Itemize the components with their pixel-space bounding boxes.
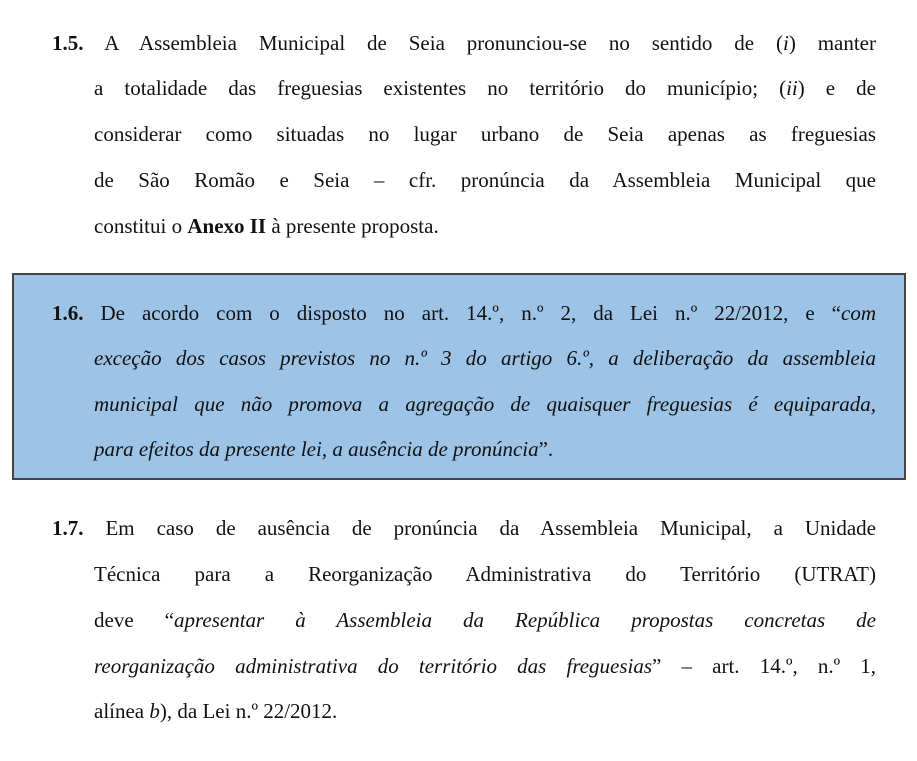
paragraph-1-5: [52, 30, 876, 250]
section-number: 1.7.: [52, 516, 84, 540]
paragraph-line: 1.6. De acordo com o disposto no art. 14.º, n.º 2, da Lei n.º 22/2012, e “com: [52, 301, 876, 325]
paragraph-line: a totalidade das freguesias existentes no território do município; (ii) e de: [94, 76, 876, 100]
paragraph-line: 1.7. Em caso de ausência de pronúncia da Assembleia Municipal, a Unidade: [52, 516, 877, 540]
paragraph-line: deve “apresentar à Assembleia da República propostas concretas de: [94, 608, 876, 632]
section-number: 1.6.: [52, 301, 84, 325]
quoted-line: municipal que não promova a agregação de quaisquer freguesias é equiparada,: [94, 392, 876, 416]
quoted-line: para efeitos da presente lei, a ausência de pronúncia”.: [94, 437, 554, 461]
paragraph-line: Técnica para a Reorganização Administrativa do Território (UTRAT): [94, 562, 876, 586]
paragraph-1-6: [52, 300, 876, 470]
quoted-line: exceção dos casos previstos no n.º 3 do artigo 6.º, a deliberação da assembleia: [94, 346, 876, 370]
paragraph-line: de São Romão e Seia – cfr. pronúncia da Assembleia Municipal que: [94, 168, 876, 192]
paragraph-line: considerar como situadas no lugar urbano de Seia apenas as freguesias: [94, 122, 876, 146]
paragraph-line: reorganização administrativa do território das freguesias” – art. 14.º, n.º 1,: [94, 654, 876, 678]
annex-reference: Anexo II: [187, 214, 267, 238]
section-number: 1.5.: [52, 31, 84, 55]
paragraph-line: alínea b), da Lei n.º 22/2012.: [94, 699, 338, 723]
paragraph-line: constitui o Anexo II à presente proposta.: [94, 214, 439, 238]
paragraph-1-7: [52, 515, 876, 735]
paragraph-line: 1.5. A Assembleia Municipal de Seia pronunciou-se no sentido de (i) manter: [52, 31, 876, 55]
